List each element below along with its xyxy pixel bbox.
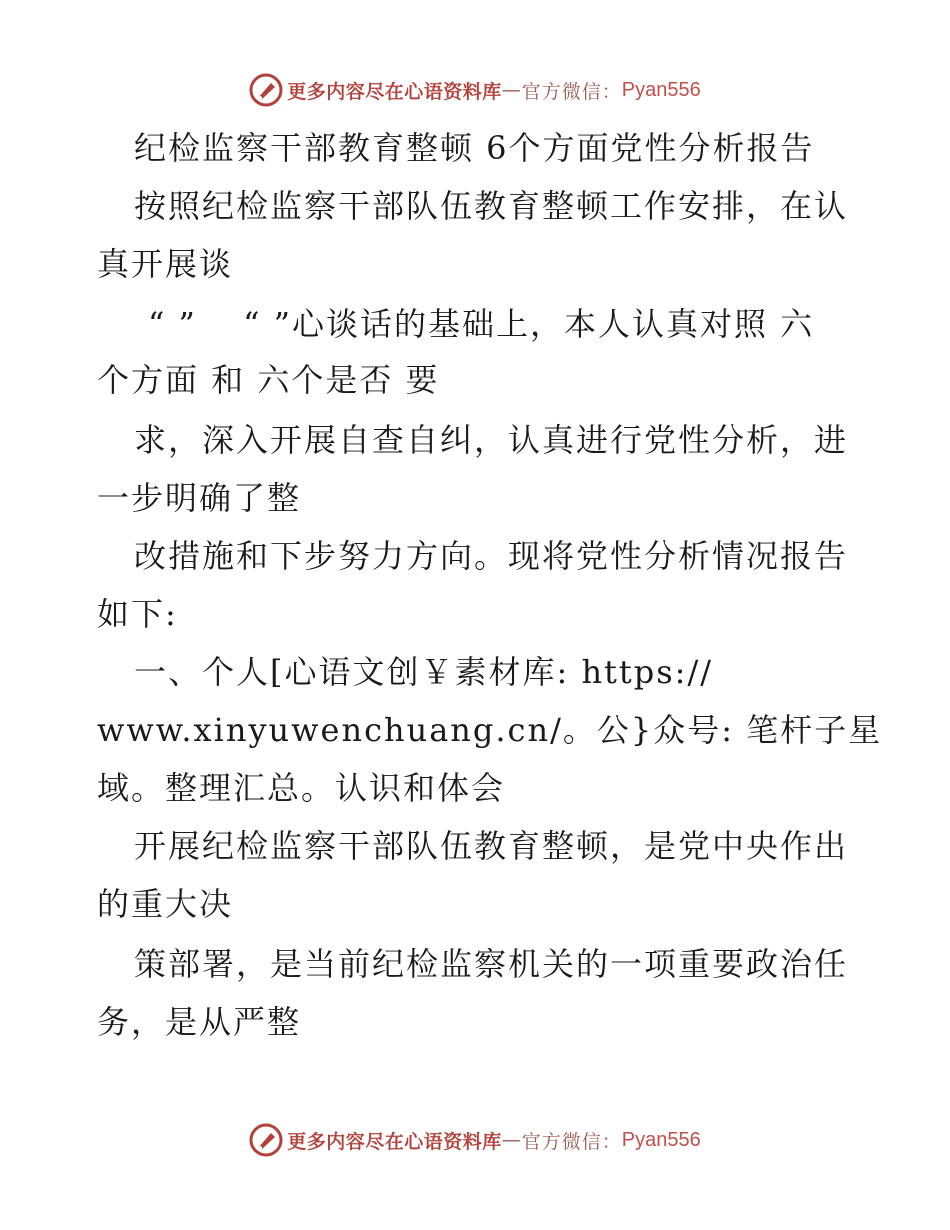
banner-brand-text: 更多内容尽在心语资料库 — [287, 80, 502, 103]
paragraph-line: 开展纪检监察干部队伍教育整顿，是党中央作出 — [134, 827, 849, 865]
paragraph-line: 求，深入开展自查自纠，认真进行党性分析，进 — [134, 421, 849, 459]
paragraph-line: 域。整理汇总。认识和体会 — [97, 769, 506, 807]
paragraph-line: 个方面 和 六个是否 要 — [97, 361, 440, 399]
paragraph-line: 真开展谈 — [97, 245, 234, 283]
paragraph-line: 按照纪检监察干部队伍教育整顿工作安排，在认 — [134, 187, 849, 225]
pen-nib-logo-icon — [249, 1123, 283, 1157]
banner-wechat-id: Pyan556 — [621, 1128, 701, 1151]
paragraph-line: 策部署，是当前纪检监察机关的一项重要政治任 — [134, 945, 849, 983]
banner-wechat-label: 官方微信： — [521, 1130, 622, 1153]
paragraph-line: 改措施和下步努力方向。现将党性分析情况报告 — [134, 537, 849, 575]
paragraph-line: www.xinyuwenchuang.cn/。公}众号: 笔杆子星 — [97, 711, 883, 749]
banner-wechat-label: 官方微信： — [521, 80, 622, 103]
paragraph-line: 的重大决 — [97, 885, 234, 923]
banner-brand-text: 更多内容尽在心语资料库 — [287, 1130, 502, 1153]
paragraph-line: 如下: — [97, 595, 178, 633]
banner-separator: — — [501, 1129, 522, 1151]
paragraph-line: 务，是从严整 — [97, 1003, 302, 1041]
document-title: 纪检监察干部教育整顿 6个方面党性分析报告 — [134, 129, 815, 167]
paragraph-line: “ ” “ ”心谈话的基础上，本人认真对照 六 — [148, 305, 815, 343]
header-banner — [0, 70, 950, 110]
pen-nib-logo-icon — [249, 73, 283, 107]
paragraph-line: 一步明确了整 — [97, 479, 302, 517]
banner-separator: — — [501, 79, 522, 101]
paragraph-line: 一、个人[心语文创￥素材库: https:// — [134, 653, 714, 691]
footer-banner — [0, 1120, 950, 1160]
banner-wechat-id: Pyan556 — [621, 78, 701, 101]
